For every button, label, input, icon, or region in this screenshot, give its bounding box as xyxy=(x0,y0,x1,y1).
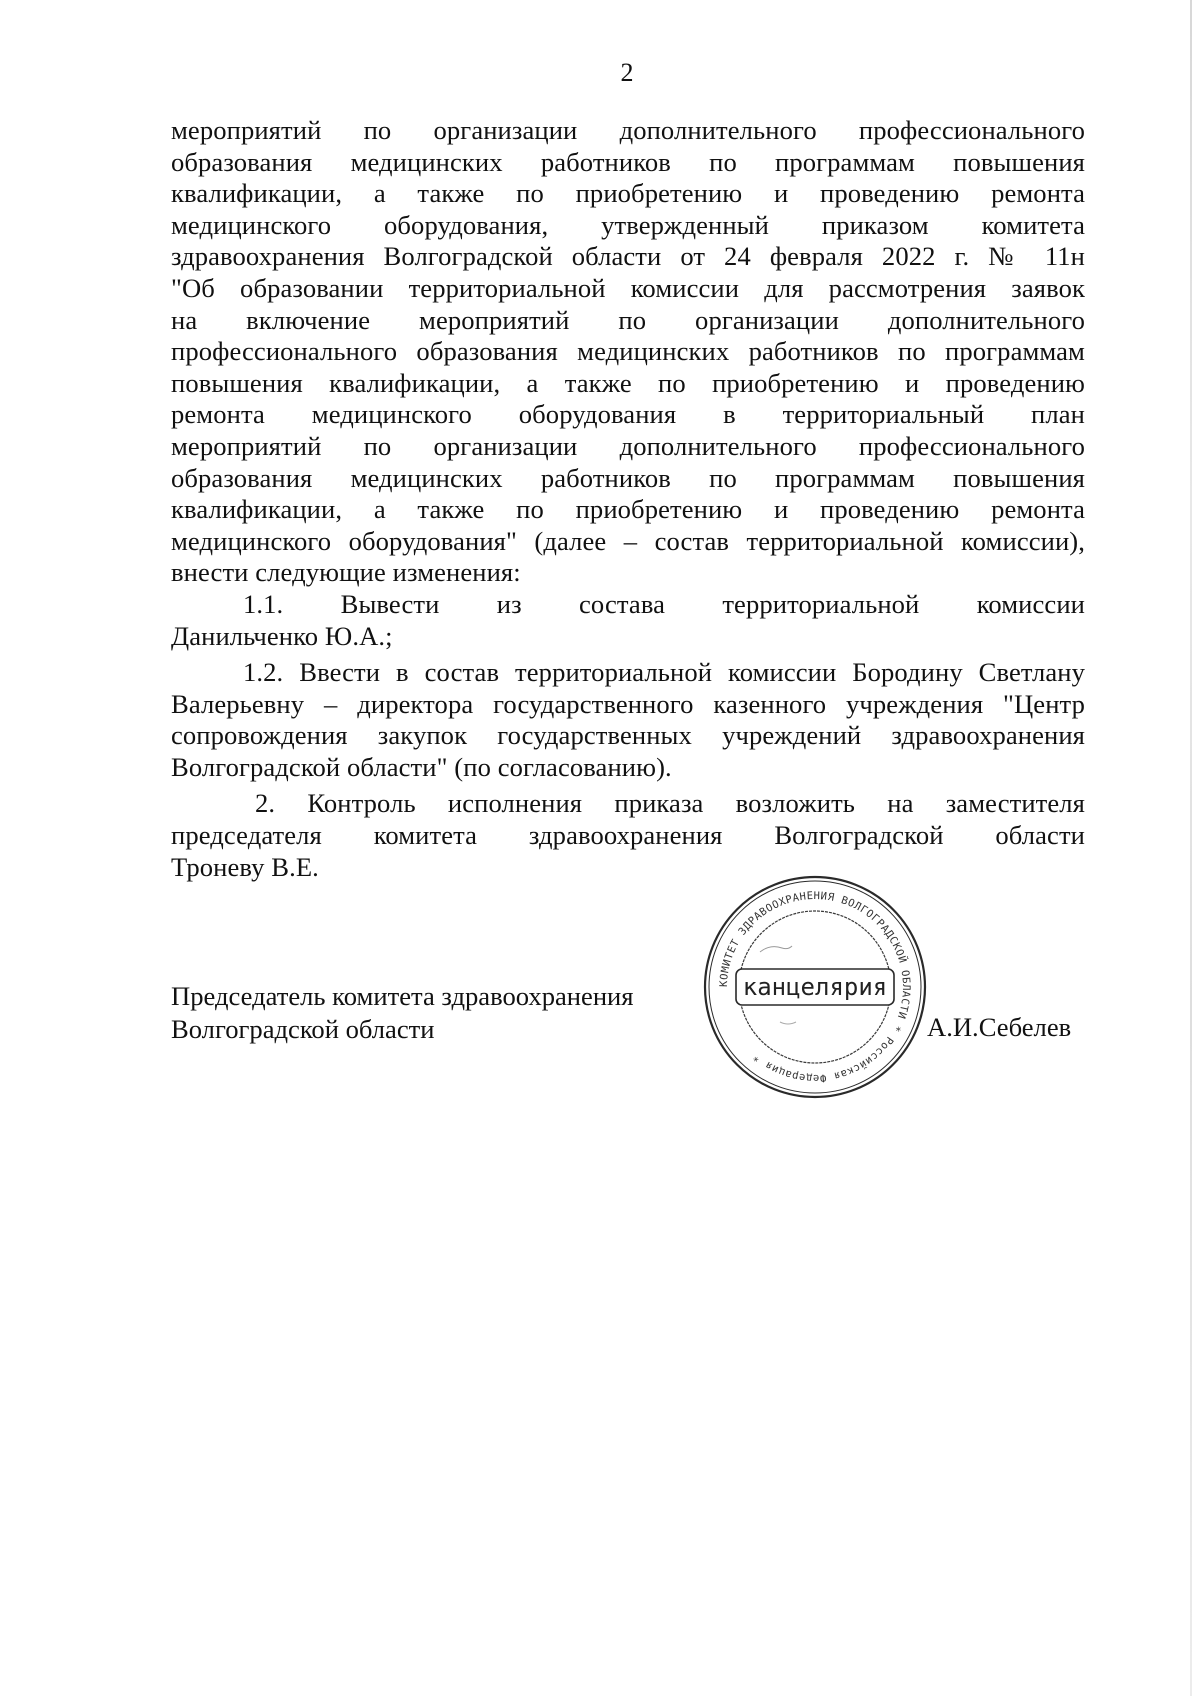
order-body-text xyxy=(171,115,1085,883)
scan-edge-divider xyxy=(1190,0,1192,1696)
item-2-line: председателя комитета здравоохранения Волгоградской области xyxy=(171,820,1085,851)
body-line: образования медицинских работников по программам повышения xyxy=(171,146,1085,177)
item-1-2-line: сопровождения закупок государственных учреждений здравоохранения xyxy=(171,720,1085,751)
item-1-2-line: Волгоградской области" (по согласованию). xyxy=(171,751,672,782)
item-1-1-line: Данильченко Ю.А.; xyxy=(171,620,393,651)
item-1-2-line: 1.2. Ввести в состав территориальной комиссии Бородину Светлану xyxy=(243,657,1085,688)
body-line: на включение мероприятий по организации дополнительного xyxy=(171,304,1085,335)
body-line: "Об образовании территориальной комиссии для рассмотрения заявок xyxy=(171,272,1085,303)
signer-name: А.И.Себелев xyxy=(927,1012,1072,1042)
item-1-2-line: Валерьевну – директора государственного казенного учреждения "Центр xyxy=(171,688,1085,719)
stamp-ring-text: КОМИТЕТ ЗДРАВООХРАНЕНИЯ ВОЛГОГРАДСКОЙ ОБЛАСТИ * Российская Федерация * xyxy=(717,889,913,1085)
body-line: здравоохранения Волгоградской области от 24 февраля 2022 г. № 11н xyxy=(171,241,1085,272)
body-line: повышения квалификации, а также по приобретению и проведению xyxy=(171,367,1085,398)
body-line: внести следующие изменения: xyxy=(171,557,521,588)
body-line: квалификации, а также по приобретению и проведению ремонта xyxy=(171,494,1085,525)
body-line: мероприятий по организации дополнительного профессионального xyxy=(171,115,1085,145)
body-line: мероприятий по организации дополнительного профессионального xyxy=(171,430,1085,461)
body-line: образования медицинских работников по программам повышения xyxy=(171,462,1085,493)
body-line: медицинского оборудования" (далее – состав территориальной комиссии), xyxy=(171,525,1085,556)
item-2-line: 2. Контроль исполнения приказа возложить на заместителя xyxy=(255,788,1085,819)
item-2-line: Троневу В.Е. xyxy=(171,851,319,882)
body-line: квалификации, а также по приобретению и проведению ремонта xyxy=(171,178,1085,209)
body-line: медицинского оборудования, утвержденный приказом комитета xyxy=(171,209,1085,240)
body-line: ремонта медицинского оборудования в территориальный план xyxy=(171,399,1085,430)
signature-title-line: Председатель комитета здравоохранения xyxy=(171,981,634,1011)
signature-title xyxy=(171,980,634,1046)
page-number: 2 xyxy=(620,58,634,87)
item-1-1-line: 1.1. Вывести из состава территориальной комиссии xyxy=(243,588,1085,619)
stamp-seal-icon xyxy=(700,872,930,1102)
office-stamp xyxy=(700,872,930,1102)
stamp-center-text: канцелярия xyxy=(742,973,888,1001)
signature-title-line: Волгоградской области xyxy=(171,1014,435,1044)
body-line: профессионального образования медицинских работников по программам xyxy=(171,336,1085,367)
